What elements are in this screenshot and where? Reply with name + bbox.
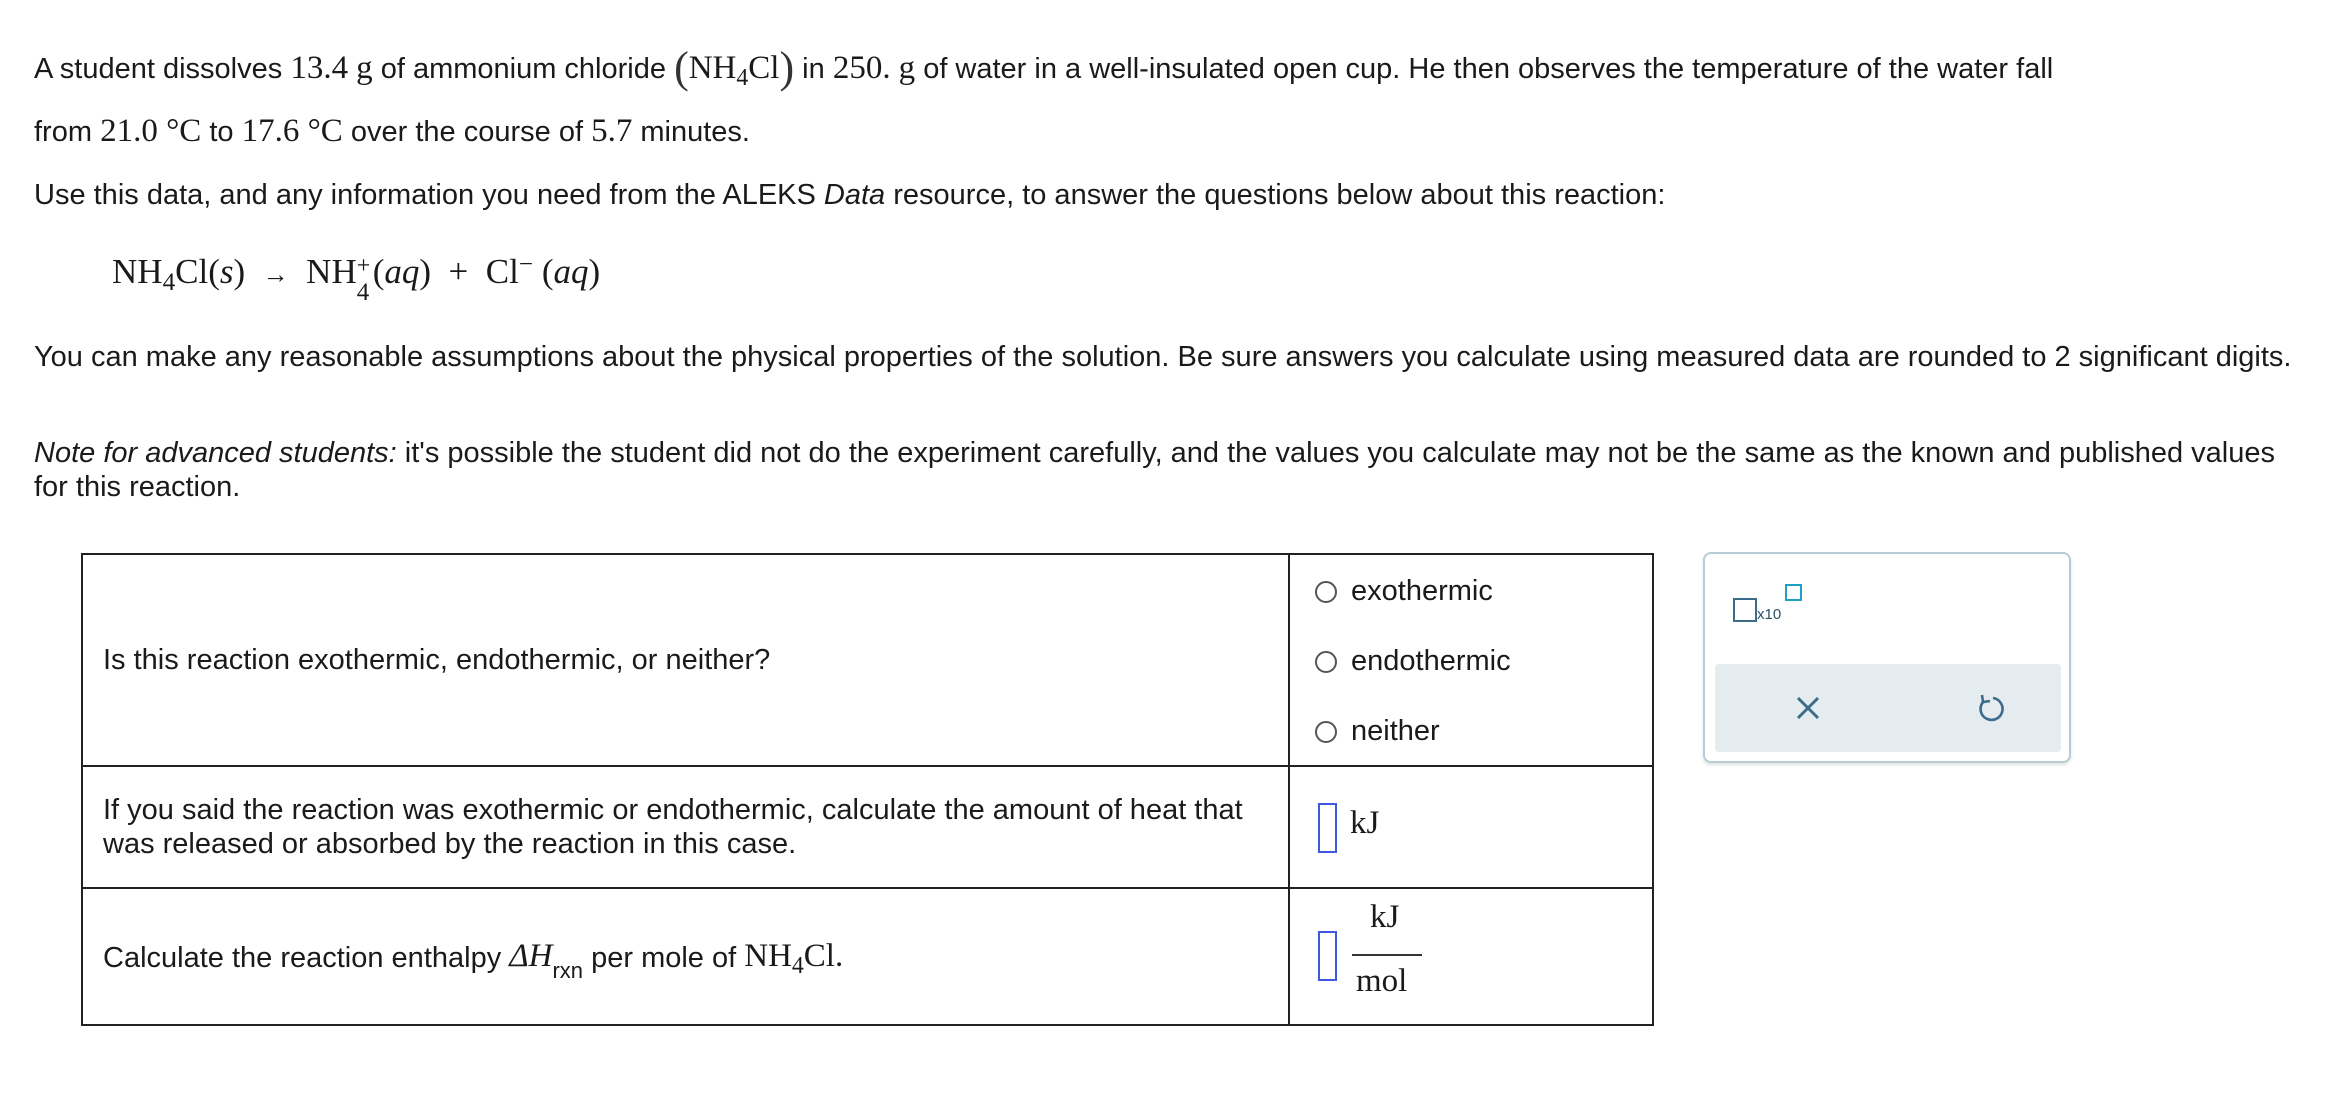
- state: aq: [553, 252, 589, 291]
- answer-cell: [1290, 889, 1652, 1026]
- mass-water: 250.: [832, 50, 891, 86]
- mass-salt: 13.4: [290, 50, 349, 86]
- state: s: [219, 252, 234, 291]
- product-ammonium: NH: [306, 252, 357, 291]
- option-endothermic[interactable]: [1315, 645, 1511, 678]
- text: of ammonium chloride: [380, 53, 666, 85]
- advanced-note: [34, 436, 2304, 504]
- formula-sub: 4: [736, 64, 749, 91]
- heat-answer-input[interactable]: [1318, 803, 1337, 853]
- question-text: [83, 889, 1290, 1026]
- delta-h-rxn: [509, 938, 584, 983]
- product-chloride: Cl: [485, 252, 519, 291]
- formula-part: Cl.: [803, 938, 844, 974]
- unit-g: g: [898, 50, 916, 86]
- data-resource-link[interactable]: Data: [823, 179, 886, 211]
- formula-sub: 4: [791, 952, 804, 979]
- fraction-bar: [1352, 954, 1422, 956]
- arrow-icon: →: [262, 260, 289, 289]
- formula-nh4cl: $(NH_4Cl)$: [674, 43, 795, 92]
- x10-label: x10: [1757, 606, 1782, 623]
- enthalpy-answer-input[interactable]: [1318, 931, 1337, 981]
- option-label: endothermic: [1351, 645, 1511, 677]
- option-label: exothermic: [1351, 575, 1493, 607]
- formula-part: NH: [744, 938, 792, 974]
- clear-icon[interactable]: [1790, 690, 1826, 726]
- state: aq: [384, 252, 420, 291]
- reactant-tail: Cl: [175, 252, 209, 291]
- assumptions-note: You can make any reasonable assumptions about the physical properties of the solution. Be sure answers you calculate using measured data are rounded to 2 significant digits.: [34, 341, 2292, 373]
- unit-kj: kJ: [1350, 805, 1380, 841]
- formula-part: NH: [688, 50, 737, 86]
- option-exothermic[interactable]: [1315, 575, 1493, 608]
- radio-button[interactable]: [1315, 581, 1337, 603]
- duration: 5.7: [591, 113, 633, 149]
- option-neither[interactable]: [1315, 715, 1440, 748]
- rxn-sub: rxn: [552, 958, 584, 983]
- reaction-equation: $NH_4Cl(s)$ → NH + 4 (aq) + Cl− (aq): [112, 250, 601, 306]
- option-label: neither: [1351, 715, 1440, 747]
- question-text: If you said the reaction was exothermic or endothermic, calculate the amount of heat that was released or absorbed by the reaction in this case.: [83, 767, 1290, 887]
- scientific-notation-button[interactable]: [1733, 584, 1793, 628]
- question-table: [81, 553, 1654, 1026]
- unit-denominator: mol: [1356, 963, 1408, 999]
- radio-button[interactable]: [1315, 651, 1337, 673]
- instructions: [34, 178, 2304, 212]
- formula-part: Cl: [748, 50, 780, 86]
- text: in: [802, 53, 825, 85]
- temp-end: 17.6 °C: [241, 113, 343, 149]
- reactant: NH: [112, 252, 163, 291]
- unit-g: g: [356, 50, 373, 86]
- unit-numerator: kJ: [1370, 899, 1400, 935]
- charge: +: [356, 253, 371, 279]
- product-sub: 4: [356, 279, 370, 306]
- text: Calculate the reaction enthalpy: [103, 941, 502, 974]
- question-row-1: [83, 555, 1652, 767]
- action-bar: [1715, 664, 2061, 752]
- mantissa-box-icon: [1733, 598, 1757, 622]
- advanced-label: Note for advanced students:: [34, 437, 397, 469]
- radio-button[interactable]: [1315, 721, 1337, 743]
- charge: −: [518, 250, 534, 278]
- exponent-box-icon: [1785, 584, 1802, 601]
- answer-cell: [1290, 555, 1652, 765]
- text: A student dissolves: [34, 53, 283, 85]
- question-row-2: [83, 767, 1652, 889]
- question-row-3: [83, 889, 1652, 1026]
- undo-icon[interactable]: [1973, 690, 2009, 726]
- problem-statement: [34, 38, 2304, 162]
- reactant-sub: 4: [162, 269, 176, 297]
- text: to: [209, 116, 234, 148]
- text: per mole of: [591, 941, 737, 974]
- temp-start: 21.0 °C: [100, 113, 202, 149]
- answer-cell: [1290, 767, 1652, 887]
- text: over the course of: [350, 116, 584, 148]
- text: resource, to answer the questions below about this reaction:: [893, 179, 1666, 211]
- text: Use this data, and any information you need from the ALEKS: [34, 179, 816, 211]
- delta-h: ΔH: [509, 938, 553, 974]
- plus: +: [448, 252, 469, 291]
- text: minutes.: [640, 116, 750, 148]
- question-text: Is this reaction exothermic, endothermic, or neither?: [83, 555, 1290, 765]
- text: it's possible the student did not do the experiment carefully, and the values you calculate may not be the same as the known and published values for this reaction.: [34, 437, 2275, 503]
- answer-tools-panel: [1703, 552, 2071, 763]
- text: of water in a well-insulated open cup. He then observes the temperature of the water fall: [923, 53, 2054, 85]
- text: from: [34, 116, 92, 148]
- formula-nh4cl: [744, 938, 844, 979]
